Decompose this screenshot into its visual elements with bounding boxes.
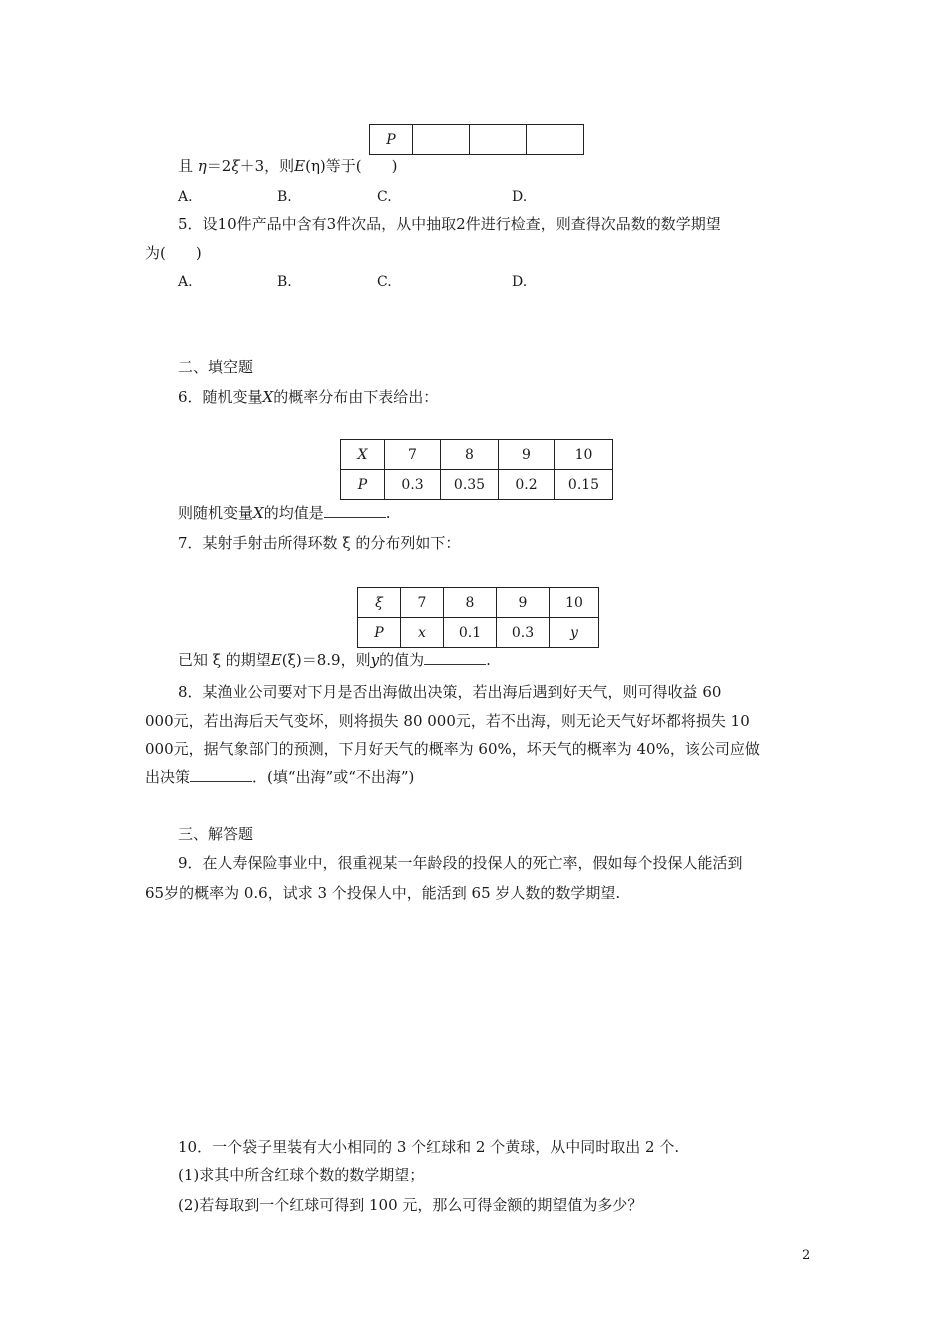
q9-line2: 65岁的概率为 0.6，试求 3 个投保人中，能活到 65 岁人数的数学期望. — [145, 884, 621, 902]
q6-intro: 6．随机变量X的概率分布由下表给出： — [178, 388, 439, 406]
table-cell: X — [341, 440, 385, 470]
table-cell: P — [370, 125, 413, 155]
table-cell: 0.2 — [499, 470, 555, 500]
q5-option-b[interactable]: B. — [277, 274, 292, 290]
table-cell: 0.35 — [441, 470, 499, 500]
q7-question: 已知 ξ 的期望E(ξ)＝8.9，则y的值为 . — [178, 651, 491, 669]
table-cell: 0.15 — [555, 470, 613, 500]
q8-line3: 000元，据气象部门的预测，下月好天气的概率为 60%，坏天气的概率为 40%，该公司应做 — [145, 740, 760, 758]
top-distribution-table — [369, 124, 584, 155]
table-cell: 8 — [444, 588, 497, 618]
table-cell: y — [550, 618, 599, 648]
q4-option-b[interactable]: B. — [277, 189, 292, 205]
table-row — [358, 588, 599, 618]
table-cell: 10 — [550, 588, 599, 618]
q5-stem-line1: 5．设10件产品中含有3件次品，从中抽取2件进行检查，则查得次品数的数学期望 — [178, 215, 721, 233]
table-cell: 8 — [441, 440, 499, 470]
q8-line4: 出决策 ．(填“出海”或“不出海”) — [145, 768, 415, 786]
q6-distribution-table — [340, 439, 613, 500]
q8-line1: 8．某渔业公司要对下月是否出海做出决策，若出海后遇到好天气，则可得收益 60 — [178, 683, 722, 701]
table-cell: 10 — [555, 440, 613, 470]
q4-option-a[interactable]: A. — [178, 189, 193, 205]
q7-intro: 7．某射手射击所得环数 ξ 的分布列如下： — [178, 534, 461, 552]
table-cell: 9 — [497, 588, 550, 618]
table-cell: 0.3 — [497, 618, 550, 648]
table-cell: 0.3 — [385, 470, 441, 500]
table-cell: 0.1 — [444, 618, 497, 648]
table-cell: 9 — [499, 440, 555, 470]
q4-option-d[interactable]: D. — [512, 189, 528, 205]
table-row — [358, 618, 599, 648]
q10-line1: 10．一个袋子里装有大小相同的 3 个红球和 2 个黄球，从中同时取出 2 个. — [178, 1138, 680, 1156]
q5-stem-line2: 为( ) — [145, 244, 202, 262]
q10-part1: (1)求其中所含红球个数的数学期望； — [178, 1166, 425, 1184]
q5-option-c[interactable]: C. — [377, 274, 392, 290]
section-heading-solutions: 三、解答题 — [178, 825, 254, 843]
q4-option-c[interactable]: C. — [377, 189, 392, 205]
q8-line2: 000元，若出海后天气变坏，则将损失 80 000元，若不出海，则无论天气好坏都将损失 10 — [145, 712, 750, 730]
table-cell — [527, 125, 584, 155]
q9-line1: 9．在人寿保险事业中，很重视某一年龄段的投保人的死亡率，假如每个投保人能活到 — [178, 854, 743, 872]
table-cell: P — [341, 470, 385, 500]
table-cell: P — [358, 618, 401, 648]
q7-distribution-table — [357, 587, 599, 648]
table-row — [370, 125, 584, 155]
table-cell: 7 — [401, 588, 444, 618]
table-cell: ξ — [358, 588, 401, 618]
table-cell — [413, 125, 470, 155]
table-cell: x — [401, 618, 444, 648]
page-number: 2 — [802, 1248, 811, 1263]
answer-blank[interactable] — [190, 767, 252, 782]
q5-option-d[interactable]: D. — [512, 274, 528, 290]
q6-question: 则随机变量X的均值是 . — [178, 504, 391, 522]
q5-option-a[interactable]: A. — [178, 274, 193, 290]
section-heading-fill-in: 二、填空题 — [178, 358, 254, 376]
table-row — [341, 470, 613, 500]
table-cell: 7 — [385, 440, 441, 470]
q4-condition: 且 η＝2ξ＋3，则E(η)等于( ) — [178, 157, 398, 175]
table-row — [341, 440, 613, 470]
q10-part2: (2)若每取到一个红球可得到 100 元，那么可得金额的期望值为多少？ — [178, 1196, 643, 1214]
answer-blank[interactable] — [324, 503, 386, 518]
table-cell — [470, 125, 527, 155]
answer-blank[interactable] — [424, 650, 486, 665]
